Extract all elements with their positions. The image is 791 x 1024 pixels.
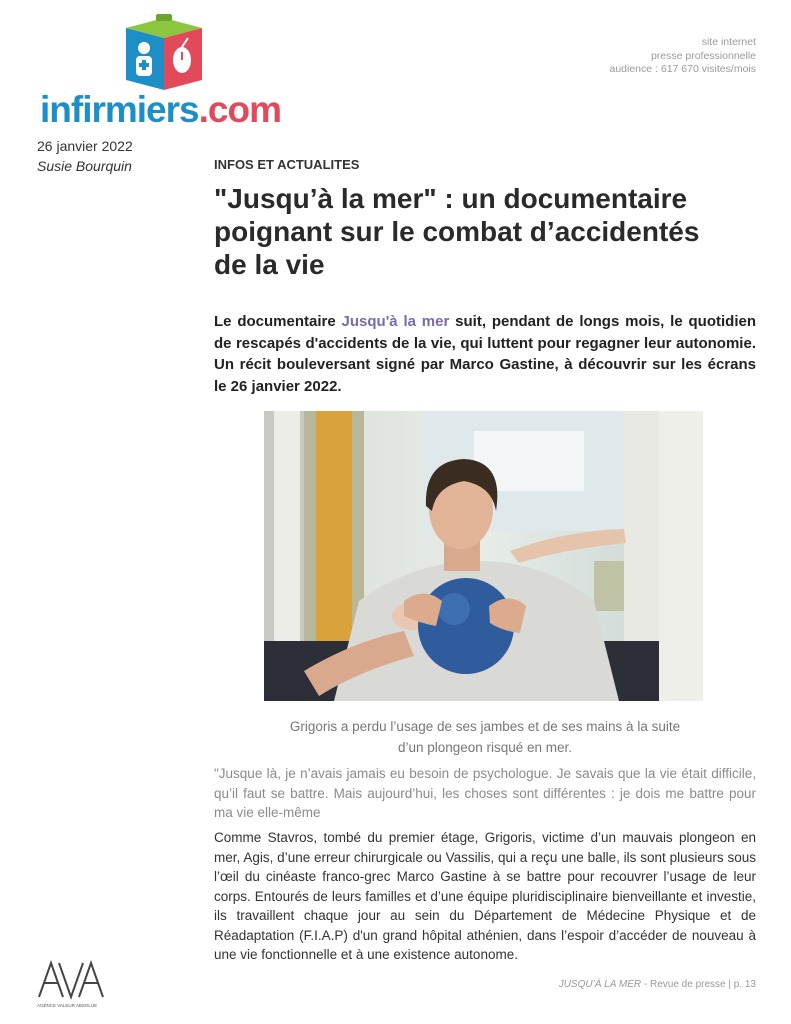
film-title-highlight: Jusqu'à la mer [341, 313, 450, 330]
article-body: Comme Stavros, tombé du premier étage, Grigoris, victime d’un mauvais plongeon en mer, Agis, d’une erreur chirurgicale ou Vassilis, qui a reçu une balle, ils sont plusieurs sous l’œil du cinéaste franco-grec Marco Gastine à se battre pour recouvrer l’usage de leur corps. Entourés de leurs familles et d’une équipe pluridisciplinaire bienveillante et investie, ils travaillent chaque jour au sein du Département de Médecine Physique et de Réadaptation (F.I.A.P) d'un grand hôpital athénien, dans l’espoir d’accéder de nouveau à une vie fonctionnelle et à une existence autonome. [214, 830, 756, 962]
rehabilitation-photo [264, 411, 703, 701]
source-type: site internet [701, 36, 756, 48]
article-category: INFOS ET ACTUALITES [214, 157, 360, 172]
footer-reference [559, 979, 756, 990]
ava-agency-logo [37, 955, 107, 1010]
footer-ref-page: - Revue de presse | p. 13 [641, 979, 756, 990]
article-headline: "Jusqu’à la mer" : un documentaire poignant sur le combat d’accidentés de la vie [214, 183, 700, 280]
article-photo [264, 411, 703, 701]
source-category: presse professionnelle [650, 49, 756, 62]
source-info [609, 36, 756, 77]
article-quote: "Jusque là, je n’avais jamais eu besoin de psychologue. Je savais que la vie était difficile, qu’il faut se battre. Mais aujourd’hui, les choses sont différentes : je dois me battre pour ma vie elle-même [214, 766, 756, 820]
medical-cube-logo-icon [118, 14, 210, 92]
agency-logo [37, 955, 107, 1010]
article-lead: Le documentaire Jusqu'à la mer suit, pendant de longs mois, le quotidien de rescapés d'accidents de la vie, qui luttent pour regagner leur autonomie. Un récit bouleversant signé par Marco Gastine, à découvrir sur les écrans le 26 janvier 2022. [214, 313, 756, 395]
agency-name: AGENCE VALEUR ABSOLUE [37, 1003, 98, 1008]
source-audience: audience : 617 670 visites/mois [609, 63, 756, 75]
article-date: 26 janvier 2022 [37, 138, 133, 154]
article-author: Susie Bourquin [37, 158, 132, 174]
photo-caption: Grigoris a perdu l’usage de ses jambes et de ses mains à la suite d’un plongeon risqué en mer. [289, 719, 681, 755]
footer-ref-title: JUSQU’À LA MER [558, 979, 642, 990]
logo-wordmark: infirmiers.com [40, 89, 281, 130]
site-logo [40, 12, 285, 132]
